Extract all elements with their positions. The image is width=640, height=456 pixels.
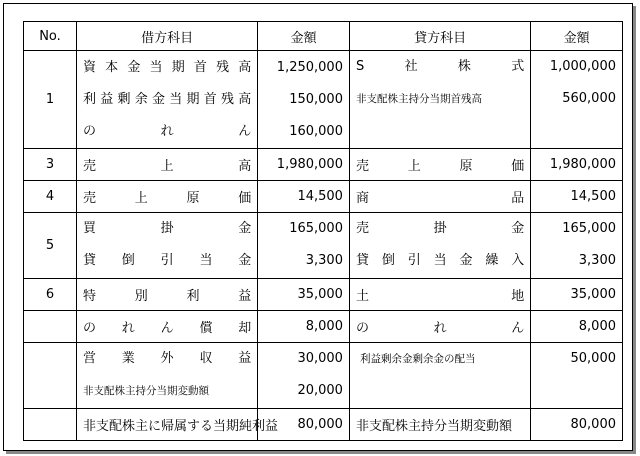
- header-debit-amount: 金額: [258, 22, 350, 51]
- debit-account: 買 掛 金: [82, 221, 252, 237]
- credit-amounts: [531, 342, 623, 408]
- debit-account: の れ ん 償 却: [76, 310, 257, 342]
- debit-amount: 1,980,000: [258, 149, 350, 181]
- debit-amounts: [258, 342, 350, 408]
- debit-amounts: [258, 51, 350, 149]
- debit-amount: 80,000: [258, 408, 350, 440]
- credit-amount: 1,000,000: [549, 59, 616, 75]
- credit-amount: 3,300: [578, 253, 616, 269]
- entry-row-1: [24, 51, 623, 149]
- credit-amount: 50,000: [570, 350, 616, 366]
- credit-amount: 560,000: [562, 91, 616, 107]
- debit-accounts: [76, 213, 257, 278]
- debit-amount: 150,000: [289, 91, 343, 107]
- credit-account: 商 品: [349, 181, 530, 213]
- credit-accounts: [349, 213, 530, 278]
- debit-amount: 20,000: [297, 383, 343, 399]
- entry-row-goodwill-amortization: [24, 310, 623, 342]
- credit-account: 売 上 原 価: [349, 149, 530, 181]
- entry-row-4: [24, 181, 623, 213]
- debit-account: 資 本 金 当 期 首 残 高: [82, 59, 252, 75]
- debit-accounts: [76, 342, 257, 408]
- debit-account: 特 別 利 益: [76, 278, 257, 310]
- debit-accounts: [76, 51, 257, 149]
- credit-account: 利益剰余金剰余金の配当: [359, 352, 476, 365]
- header-row: [24, 22, 623, 51]
- credit-amount: 14,500: [531, 181, 623, 213]
- debit-account: 売 上 原 価: [76, 181, 257, 213]
- entry-no: [24, 342, 77, 408]
- entry-no: [24, 408, 77, 440]
- credit-amount: 8,000: [531, 310, 623, 342]
- debit-account: 売 上 高: [76, 149, 257, 181]
- entry-row-dividend: [24, 342, 623, 408]
- debit-amount: 30,000: [297, 351, 343, 367]
- credit-amounts: [531, 51, 623, 149]
- entry-no: 6: [24, 278, 77, 310]
- entry-no: 3: [24, 149, 77, 181]
- credit-account: 非支配株主持分当期変動額: [349, 408, 530, 440]
- credit-account: S 社 株 式: [355, 59, 525, 75]
- header-debit-account: 借方科目: [76, 22, 257, 51]
- entry-no: 4: [24, 181, 77, 213]
- debit-account: の れ ん: [82, 123, 252, 139]
- credit-account: 非支配株主持分当期首残高: [355, 93, 482, 106]
- credit-account: 土 地: [349, 278, 530, 310]
- credit-amounts: [531, 213, 623, 278]
- debit-account: 利 益 剰 余 金 当 期 首 残 高: [82, 91, 252, 107]
- debit-account: 営 業 外 収 益: [82, 351, 252, 367]
- credit-amount: 35,000: [531, 278, 623, 310]
- credit-amount: 80,000: [531, 408, 623, 440]
- entry-row-5: [24, 213, 623, 278]
- entry-row-3: [24, 149, 623, 181]
- credit-account: 売 掛 金: [355, 221, 525, 237]
- entry-row-6: [24, 278, 623, 310]
- entry-row-nci-profit: [24, 408, 623, 440]
- debit-amounts: [258, 213, 350, 278]
- debit-account: 非支配株主持分当期変動額: [82, 385, 209, 398]
- credit-accounts: [349, 342, 530, 408]
- figure-frame: [3, 3, 633, 451]
- entry-no: [24, 310, 77, 342]
- debit-amount: 1,250,000: [276, 59, 343, 75]
- credit-account: 貸 倒 引 当 金 繰 入: [355, 253, 525, 269]
- credit-amount: 1,980,000: [531, 149, 623, 181]
- debit-amount: 35,000: [258, 278, 350, 310]
- header-credit-amount: 金額: [531, 22, 623, 51]
- debit-account: 貸 倒 引 当 金: [82, 253, 252, 269]
- header-no: No.: [24, 22, 77, 51]
- credit-accounts: [349, 51, 530, 149]
- debit-account: 非支配株主に帰属する当期純利益: [76, 408, 257, 440]
- debit-amount: 165,000: [289, 221, 343, 237]
- debit-amount: 160,000: [289, 123, 343, 139]
- entry-no: 1: [24, 51, 77, 149]
- journal-table: [23, 21, 623, 441]
- debit-amount: 14,500: [258, 181, 350, 213]
- credit-amount: 165,000: [562, 221, 616, 237]
- credit-account: の れ ん: [349, 310, 530, 342]
- debit-amount: 3,300: [305, 253, 343, 269]
- entry-no: 5: [24, 213, 77, 278]
- header-credit-account: 貸方科目: [349, 22, 530, 51]
- debit-amount: 8,000: [258, 310, 350, 342]
